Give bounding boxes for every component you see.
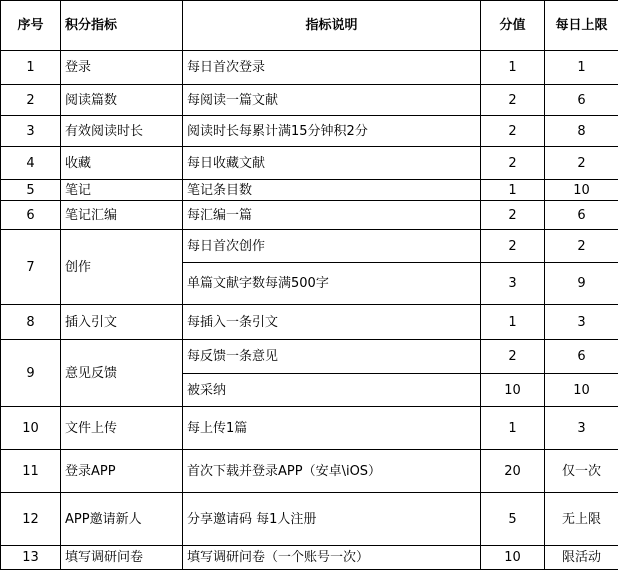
- cell-limit: 3: [545, 305, 618, 340]
- cell-item: APP邀请新人: [61, 493, 183, 546]
- header-limit: 每日上限: [545, 1, 618, 51]
- cell-limit: 2: [545, 147, 618, 180]
- cell-desc: 每日收藏文献: [183, 147, 481, 180]
- cell-desc: 每上传1篇: [183, 407, 481, 450]
- table-row: [1, 493, 618, 546]
- cell-limit: 限活动: [545, 546, 618, 570]
- cell-score: 1: [481, 305, 545, 340]
- cell-no: 4: [1, 147, 61, 180]
- cell-score: 1: [481, 51, 545, 85]
- cell-desc: 每阅读一篇文献: [183, 85, 481, 116]
- table-row: [1, 85, 618, 116]
- cell-item: 登录: [61, 51, 183, 85]
- cell-score: 10: [481, 374, 545, 407]
- cell-no: 5: [1, 180, 61, 201]
- cell-limit: 仅一次: [545, 450, 618, 493]
- cell-desc: 每日首次创作: [183, 230, 481, 263]
- table-row: [1, 305, 618, 340]
- cell-score: 2: [481, 340, 545, 374]
- cell-limit: 9: [545, 263, 618, 305]
- table-row: [1, 201, 618, 230]
- cell-no: 13: [1, 546, 61, 570]
- cell-desc: 笔记条目数: [183, 180, 481, 201]
- cell-item: 收藏: [61, 147, 183, 180]
- cell-limit: 2: [545, 230, 618, 263]
- cell-desc: 首次下载并登录APP（安卓\iOS）: [183, 450, 481, 493]
- cell-no: 10: [1, 407, 61, 450]
- cell-no: 6: [1, 201, 61, 230]
- cell-limit: 无上限: [545, 493, 618, 546]
- cell-limit: 6: [545, 85, 618, 116]
- header-score: 分值: [481, 1, 545, 51]
- cell-score: 1: [481, 180, 545, 201]
- cell-limit: 10: [545, 374, 618, 407]
- cell-desc: 每反馈一条意见: [183, 340, 481, 374]
- header-desc: 指标说明: [183, 1, 481, 51]
- table-row: [1, 51, 618, 85]
- cell-no: 8: [1, 305, 61, 340]
- cell-score: 2: [481, 147, 545, 180]
- header-row: [1, 1, 618, 51]
- header-item: 积分指标: [61, 1, 183, 51]
- table-row: [1, 407, 618, 450]
- cell-item: 有效阅读时长: [61, 116, 183, 147]
- cell-no: 11: [1, 450, 61, 493]
- cell-no: 12: [1, 493, 61, 546]
- cell-item: 意见反馈: [61, 340, 183, 407]
- cell-desc: 每插入一条引文: [183, 305, 481, 340]
- table-row: [1, 546, 618, 570]
- cell-score: 3: [481, 263, 545, 305]
- cell-desc: 被采纳: [183, 374, 481, 407]
- table-row: [1, 450, 618, 493]
- cell-desc: 每日首次登录: [183, 51, 481, 85]
- cell-score: 2: [481, 230, 545, 263]
- cell-score: 2: [481, 201, 545, 230]
- cell-desc: 阅读时长每累计满15分钟积2分: [183, 116, 481, 147]
- cell-no: 2: [1, 85, 61, 116]
- cell-item: 笔记汇编: [61, 201, 183, 230]
- cell-score: 10: [481, 546, 545, 570]
- cell-score: 20: [481, 450, 545, 493]
- cell-score: 1: [481, 407, 545, 450]
- cell-item: 阅读篇数: [61, 85, 183, 116]
- cell-desc: 单篇文献字数每满500字: [183, 263, 481, 305]
- cell-no: 3: [1, 116, 61, 147]
- cell-desc: 填写调研问卷（一个账号一次）: [183, 546, 481, 570]
- cell-score: 2: [481, 85, 545, 116]
- cell-item: 插入引文: [61, 305, 183, 340]
- cell-no: 7: [1, 230, 61, 305]
- cell-desc: 分享邀请码 每1人注册: [183, 493, 481, 546]
- cell-item: 创作: [61, 230, 183, 305]
- cell-score: 2: [481, 116, 545, 147]
- cell-no: 9: [1, 340, 61, 407]
- table-row: [1, 340, 618, 374]
- table-row: [1, 116, 618, 147]
- table-row: [1, 180, 618, 201]
- table-row: [1, 147, 618, 180]
- cell-limit: 6: [545, 201, 618, 230]
- table-row: [1, 230, 618, 263]
- cell-score: 5: [481, 493, 545, 546]
- cell-limit: 1: [545, 51, 618, 85]
- cell-desc: 每汇编一篇: [183, 201, 481, 230]
- cell-item: 笔记: [61, 180, 183, 201]
- cell-limit: 3: [545, 407, 618, 450]
- cell-no: 1: [1, 51, 61, 85]
- cell-item: 填写调研问卷: [61, 546, 183, 570]
- cell-limit: 6: [545, 340, 618, 374]
- header-no: 序号: [1, 1, 61, 51]
- cell-item: 登录APP: [61, 450, 183, 493]
- cell-limit: 10: [545, 180, 618, 201]
- cell-item: 文件上传: [61, 407, 183, 450]
- cell-limit: 8: [545, 116, 618, 147]
